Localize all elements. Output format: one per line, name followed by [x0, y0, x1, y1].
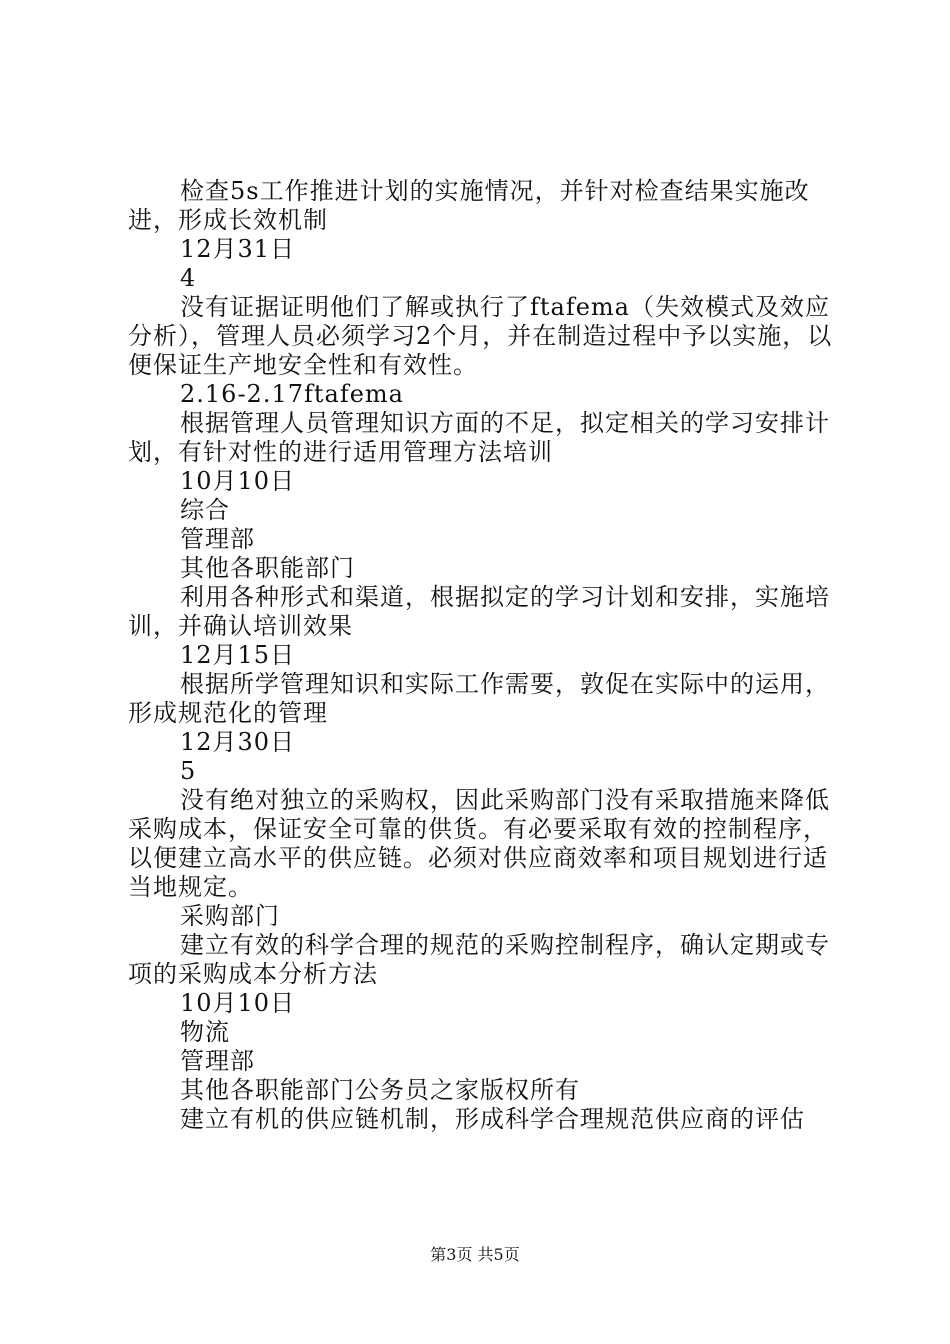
paragraph: 2.16-2.17ftafema — [180, 380, 404, 408]
paragraph: 4 — [180, 264, 197, 292]
paragraph: 根据所学管理知识和实际工作需要，敦促在实际中的运用，形成规范化的管理 — [128, 670, 830, 727]
paragraph: 其他各职能部门 — [180, 554, 355, 582]
paragraph: 12月31日 — [180, 235, 296, 263]
paragraph: 10月10日 — [180, 989, 296, 1017]
paragraph: 物流 — [180, 1018, 230, 1046]
page-number-label: 第3页 共5页 — [430, 1245, 520, 1264]
paragraph: 检查5s工作推进计划的实施情况，并针对检查结果实施改进，形成长效机制 — [128, 177, 810, 234]
paragraph: 管理部 — [180, 525, 255, 553]
paragraph: 12月15日 — [180, 641, 296, 669]
paragraph: 综合 — [180, 496, 230, 524]
paragraph: 根据管理人员管理知识方面的不足，拟定相关的学习安排计划，有针对性的进行适用管理方法培训 — [128, 409, 830, 466]
paragraph: 没有绝对独立的采购权，因此采购部门没有采取措施来降低采购成本，保证安全可靠的供货。有必要采取有效的控制程序，以便建立高水平的供应链。必须对供应商效率和项目规划进行适当地规定。 — [128, 786, 830, 901]
paragraph: 没有证据证明他们了解或执行了ftafema（失效模式及效应分析），管理人员必须学习2个月，并在制造过程中予以实施，以便保证生产地安全性和有效性。 — [128, 293, 833, 379]
paragraph: 5 — [180, 757, 197, 785]
paragraph: 12月30日 — [180, 728, 296, 756]
paragraph: 10月10日 — [180, 467, 296, 495]
paragraph: 其他各职能部门公务员之家版权所有 — [180, 1076, 580, 1104]
page-footer — [0, 1245, 950, 1265]
paragraph: 建立有机的供应链机制，形成科学合理规范供应商的评估 — [180, 1105, 805, 1133]
paragraph: 建立有效的科学合理的规范的采购控制程序，确认定期或专项的采购成本分析方法 — [128, 931, 830, 988]
document-body — [128, 177, 838, 1134]
paragraph: 利用各种形式和渠道，根据拟定的学习计划和安排，实施培训，并确认培训效果 — [128, 583, 830, 640]
paragraph: 采购部门 — [180, 902, 280, 930]
paragraph: 管理部 — [180, 1047, 255, 1075]
